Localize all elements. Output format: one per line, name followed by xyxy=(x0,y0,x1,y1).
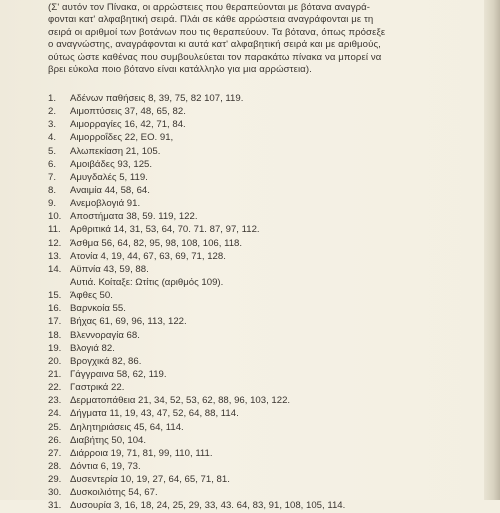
entry-number: 22. xyxy=(48,382,62,394)
index-entry xyxy=(48,105,468,118)
entry-text: Αιμορραγίες 16, 42, 71, 84. xyxy=(70,119,186,131)
ailment-index-list xyxy=(48,92,468,513)
index-entry xyxy=(48,118,468,131)
index-entry xyxy=(48,171,468,184)
entry-text: Διαβήτης 50, 104. xyxy=(70,434,147,446)
entry-text: Βλογιά 82. xyxy=(70,342,115,354)
index-entry xyxy=(48,473,468,486)
entry-number: 16. xyxy=(48,303,62,315)
intro-line: ο αναγνώστης, αναγράφονται κι αυτά κατ' αλφαβητική σειρά και με αριθμούς, xyxy=(48,39,381,51)
entry-text: Αμυγδαλές 5, 119. xyxy=(70,171,148,183)
entry-number: 30. xyxy=(48,487,62,499)
entry-text: Γάγγραινα 58, 62, 119. xyxy=(70,368,167,380)
entry-text: Βρογχικά 82, 86. xyxy=(70,355,142,367)
entry-text: Δηλητηριάσεις 45, 64, 114. xyxy=(70,421,184,433)
entry-text: Αμοιβάδες 93, 125. xyxy=(70,158,153,170)
intro-line: φονται κατ' αλφαβητική σειρά. Πλάι σε κάθε αρρώστεια αναγράφονται με τη xyxy=(48,14,374,26)
entry-number: 25. xyxy=(48,421,62,433)
index-entry xyxy=(48,197,468,210)
index-entry xyxy=(48,342,468,355)
entry-number: 21. xyxy=(48,368,62,380)
index-entry xyxy=(48,368,468,381)
entry-text: Αιμορροΐδες 22, ΕΟ. 91, xyxy=(70,132,174,144)
entry-number: 10. xyxy=(48,211,62,223)
index-entry xyxy=(48,184,468,197)
entry-text: Δυσκοιλιότης 54, 67. xyxy=(70,487,158,499)
index-entry xyxy=(48,381,468,394)
entry-number: 6. xyxy=(48,158,57,170)
entry-number: 31. xyxy=(48,500,62,512)
entry-text: Αποστήματα 38, 59. 119, 122. xyxy=(70,211,198,223)
entry-text: Άφθες 50. xyxy=(70,290,113,302)
index-entry xyxy=(48,315,468,328)
entry-number: 27. xyxy=(48,447,62,459)
entry-number: 24. xyxy=(48,408,62,420)
entry-text: Αιμοπτύσεις 37, 48, 65, 82. xyxy=(70,106,186,118)
entry-text: Δυσουρία 3, 16, 18, 24, 25, 29, 33, 43. 64, 83, 91, 108, 105, 114. xyxy=(70,500,346,512)
entry-text: Βαρνκοία 55. xyxy=(70,303,126,315)
entry-number: 11. xyxy=(48,224,61,236)
intro-line: βρει εύκολα ποιο βότανο είναι κατάλληλο για μια αρρώστεια). xyxy=(48,64,312,76)
entry-number: 14. xyxy=(48,263,62,275)
index-entry xyxy=(48,263,468,276)
index-entry xyxy=(48,276,468,289)
index-entry xyxy=(48,421,468,434)
entry-text: Αϋπνία 43, 59, 88. xyxy=(70,263,149,275)
intro-line: ούτως ώστε καθένας που συμβουλεύεται τον παρακάτω πίνακα να μπορεί να xyxy=(48,51,382,63)
intro-paragraph xyxy=(48,2,468,76)
entry-text: Δόντια 6, 19, 73. xyxy=(70,460,141,472)
entry-number: 7. xyxy=(48,171,57,183)
intro-line: (Σ' αυτόν τον Πίνακα, οι αρρώστειες που θεραπεύονται με βότανα αναγρά- xyxy=(48,2,371,13)
entry-text: Δυσεντερία 10, 19, 27, 64, 65, 71, 81. xyxy=(70,474,230,486)
index-entry xyxy=(48,355,468,368)
entry-text: Δήγματα 11, 19, 43, 47, 52, 64, 88, 114. xyxy=(70,408,239,420)
entry-number: 1. xyxy=(48,93,57,104)
index-entry xyxy=(48,250,468,263)
index-entry xyxy=(48,223,468,236)
index-entry xyxy=(48,237,468,250)
index-entry xyxy=(48,158,468,171)
entry-number: 2. xyxy=(48,106,57,118)
entry-number: 8. xyxy=(48,184,57,196)
entry-number: 23. xyxy=(48,395,62,407)
entry-number xyxy=(48,276,70,289)
entry-number: 12. xyxy=(48,237,62,249)
intro-line: σειρά οι αριθμοί των βοτάνων που τις θεραπεύουν. Τα βότανα, όπως πρόσεξε xyxy=(48,26,386,38)
index-entry xyxy=(48,210,468,223)
index-entry xyxy=(48,302,468,315)
entry-number: 4. xyxy=(48,132,57,144)
index-entry xyxy=(48,486,468,499)
entry-number: 13. xyxy=(48,250,62,262)
entry-text: Ανεμοβλογιά 91. xyxy=(70,198,141,210)
entry-text: Αυτιά. Κοίταξε: Ωτίτις (αριθμός 109). xyxy=(70,276,224,288)
index-entry xyxy=(48,289,468,302)
entry-number: 28. xyxy=(48,460,62,472)
index-entry xyxy=(48,407,468,420)
entry-number: 20. xyxy=(48,355,62,367)
index-entry xyxy=(48,92,468,105)
index-entry xyxy=(48,131,468,144)
entry-number: 9. xyxy=(48,198,57,210)
entry-number: 3. xyxy=(48,119,57,131)
entry-number: 29. xyxy=(48,474,62,486)
index-entry xyxy=(48,447,468,460)
entry-text: Αναιμία 44, 58, 64. xyxy=(70,184,150,196)
entry-number: 17. xyxy=(48,316,62,328)
entry-number: 19. xyxy=(48,342,62,354)
entry-text: Αλωπεκίαση 21, 105. xyxy=(70,145,161,157)
entry-text: Δερματοπάθεια 21, 34, 52, 53, 62, 88, 96, 103, 122. xyxy=(70,395,291,407)
entry-text: Βήχας 61, 69, 96, 113, 122. xyxy=(70,316,187,328)
index-entry xyxy=(48,499,468,512)
entry-text: Βλεννοραγία 68. xyxy=(70,329,140,341)
entry-text: Ατονία 4, 19, 44, 67, 63, 69, 71, 128. xyxy=(70,250,226,262)
entry-text: Γαστρικά 22. xyxy=(70,382,125,394)
index-entry xyxy=(48,434,468,447)
index-entry xyxy=(48,460,468,473)
entry-text: Άσθμα 56, 64, 82, 95, 98, 108, 106, 118. xyxy=(70,237,243,249)
entry-number: 5. xyxy=(48,145,57,157)
entry-number: 26. xyxy=(48,434,62,446)
entry-text: Διάρροια 19, 71, 81, 99, 110, 111. xyxy=(70,447,213,459)
index-entry xyxy=(48,329,468,342)
entry-text: Αδένων παθήσεις 8, 39, 75, 82 107, 119. xyxy=(70,93,244,104)
entry-number: 18. xyxy=(48,329,62,341)
entry-number: 15. xyxy=(48,290,62,302)
page-binding-shadow xyxy=(484,0,500,500)
index-entry xyxy=(48,145,468,158)
index-entry xyxy=(48,394,468,407)
entry-text: Αρθριτικά 14, 31, 53, 64, 70. 71. 87, 97, 112. xyxy=(70,224,260,236)
